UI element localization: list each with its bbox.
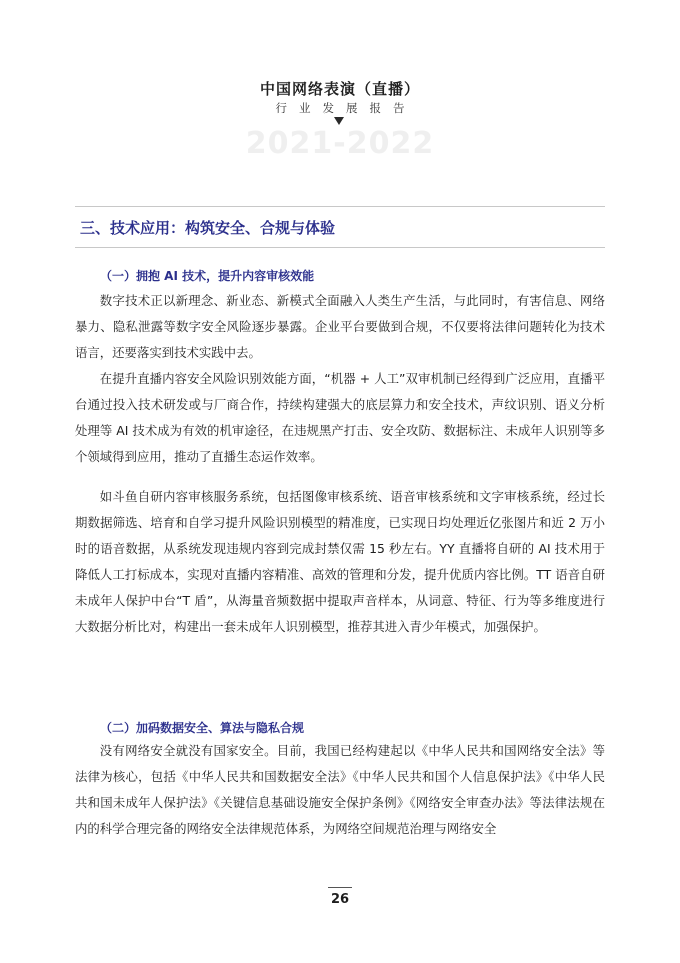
report-subtitle: 行业发展报告 [275, 101, 417, 115]
subsection-heading-1: （一）拥抱 AI 技术，提升内容审核效能 [100, 269, 315, 283]
report-years: 2021-2022 [245, 126, 435, 161]
paragraph: 如斗鱼自研内容审核服务系统，包括图像审核系统、语音审核系统和文字审核系统，经过长期数据筛选、培育和自学习提升风险识别模型的精准度，已实现日均处理近亿张图片和近 2 万小时的语音数据，从系统发现违规内容到完成封禁仅需 15 秒左右。YY 直播将自研的 AI 技术用于降低人工打标成本，实现对直播内容精准、高效的管理和分发，提升优质内容比例。TT 语音自研未成年人保护中台“T 盾”，从海量音频数据中提取声音样本，从词意、特征、行为等多维度进行大数据分析比对，构建出一套未成年人识别模型，推荐其进入青少年模式，加强保护。 [75, 489, 605, 634]
paragraph: 数字技术正以新理念、新业态、新模式全面融入人类生产生活，与此同时，有害信息、网络暴力、隐私泄露等数字安全风险逐步暴露。企业平台要做到合规，不仅要将法律问题转化为技术语言，还要落实到技术实践中去。 [75, 293, 605, 360]
footer-divider [328, 887, 352, 888]
report-title: 中国网络表演（直播） [259, 80, 420, 98]
section-title: 三、技术应用：构筑安全、合规与体验 [80, 219, 336, 237]
subsection-heading-2: （二）加码数据安全、算法与隐私合规 [100, 721, 305, 735]
triangle-down-icon [334, 117, 344, 125]
page-number: 26 [330, 892, 350, 907]
section-divider-top [75, 206, 605, 207]
paragraph: 在提升直播内容安全风险识别效能方面，“机器 + 人工”双审机制已经得到广泛应用，直播平台通过投入技术研发或与厂商合作，持续构建强大的底层算力和安全技术，声纹识别、语义分析处理等 AI 技术成为有效的机审途径，在违规黑产打击、安全攻防、数据标注、未成年人识别等多个领域得到应用，推动了直播生态运作效率。 [75, 371, 605, 464]
paragraph: 没有网络安全就没有国家安全。目前，我国已经构建起以《中华人民共和国网络安全法》等法律为核心，包括《中华人民共和国数据安全法》《中华人民共和国个人信息保护法》《中华人民共和国未成年人保护法》《关键信息基础设施安全保护条例》《网络安全审查办法》等法律法规在内的科学合理完备的网络安全法律规范体系，为网络空间规范治理与网络安全 [75, 743, 605, 836]
section-divider-bottom [75, 247, 605, 248]
